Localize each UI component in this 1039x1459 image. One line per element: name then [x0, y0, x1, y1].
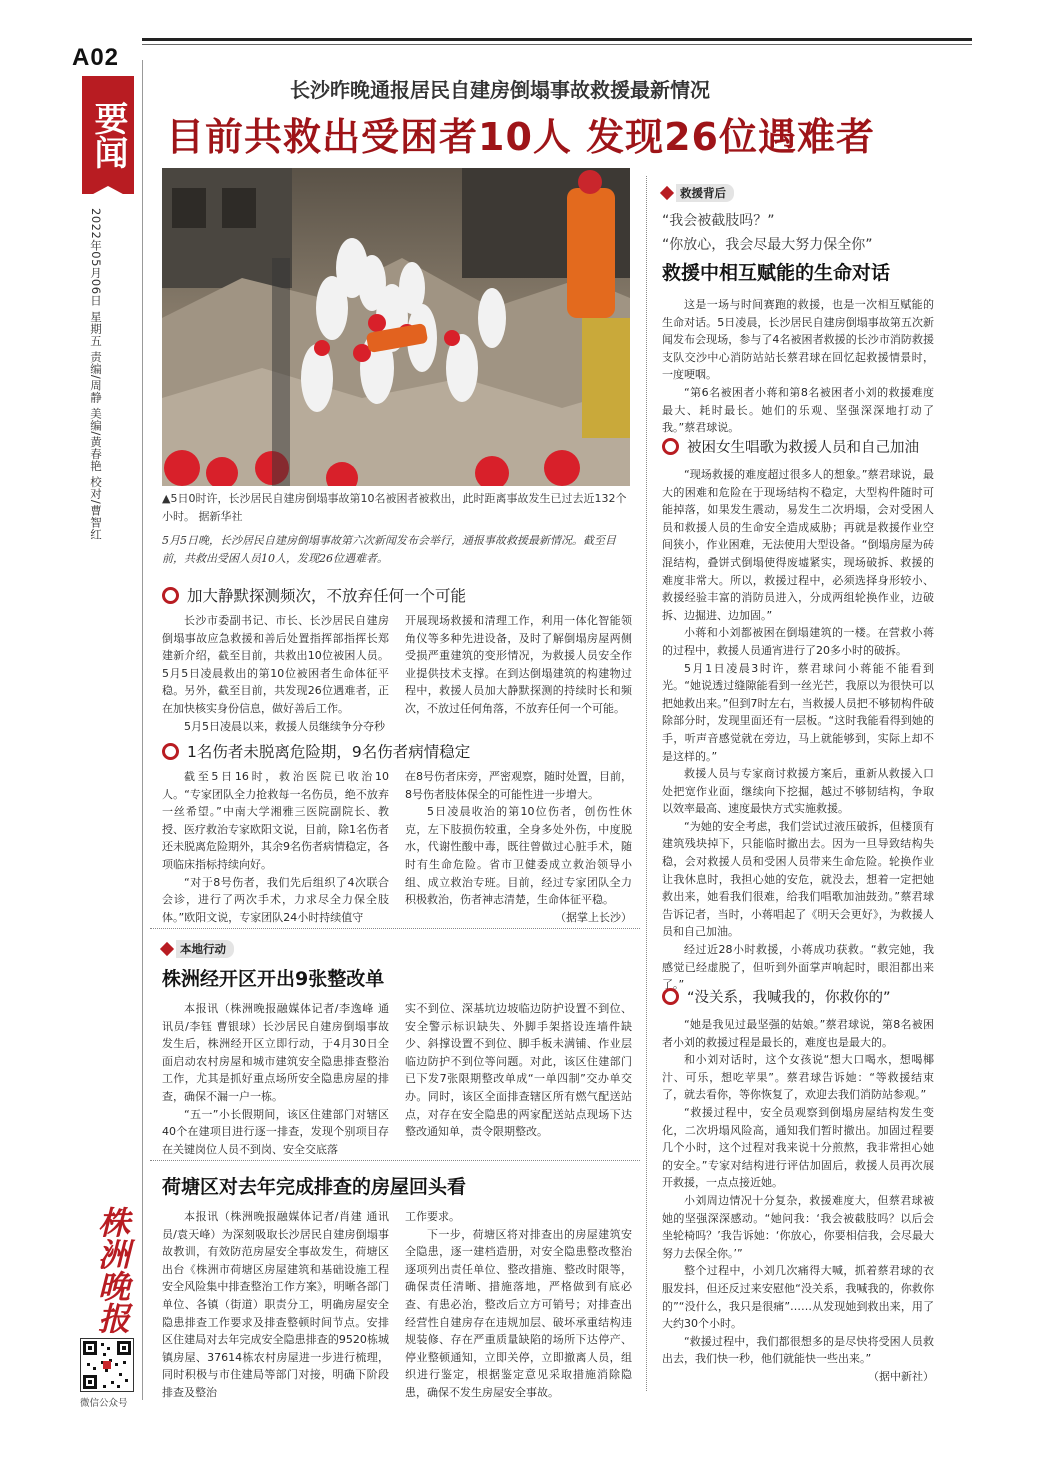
paragraph: “救援过程中，安全员观察到倒塌房屋结构发生变化，二次坍塌风险高，通知我们暂时撤出。加固过程要几个小时，这个过程对我来说十分煎熬，我非常担心她的安全。”专家对结构进行评估加固后，救援人员再次展开救援，一点点接近她。	[662, 1105, 934, 1190]
tag-local-action	[162, 940, 234, 958]
right-subhead-2	[662, 986, 934, 1007]
sub1-body	[162, 612, 632, 735]
local-col-left	[162, 1000, 389, 1158]
ring-bullet-icon	[162, 743, 179, 760]
top-rule-thin	[142, 44, 972, 45]
paragraph: 下一步，荷塘区将对排查出的房屋建筑安全隐患，逐一建档造册，对安全隐患整改整治逐项列出责任单位、整改措施、整改时限等，确保责任清晰、措施落地，严格做到有底必查、有患必治，整改后立方可销号；对排查出经营性自建房存在违规加层、破坏承重结构违规装修、存在严重质量缺陷的场所下达停产、停业整顿通知，立即关停，立即撤离人员，组织进行鉴定，根据鉴定意见采取措施消除隐患，确保不发生房屋安全事故。	[405, 1227, 632, 1399]
dateline: 2022年05月06日 星期五 责编/周静 美编/黄春艳 校对/曹智红	[89, 208, 103, 541]
tag-label: 本地行动	[176, 940, 234, 958]
paragraph: “五一”小长假期间，该区住建部门对辖区40个在建项目进行逐一排查，发现个别项目存在关键岗位人员不到岗、安全交底落	[162, 1107, 389, 1156]
paragraph: “现场救援的难度超过很多人的想象。”蔡君球说，最大的困难和危险在于现场结构不稳定，大型构件随时可能掉落，如果发生震动，易发生二次坍塌，会对受困人员和救援人员的生命安全造成威胁；再就是救援作业空间狭小，作业困难，无法使用大型设备。“倒塌房屋为砖混结构，叠饼式倒塌使得废墟紧实，现场破拆、救援的难度非常大。所以，救援过程中，必须选择身形较小、救援经验丰富的消防员进入，分成两组轮换作业，边破拆、边掘进、边加固。”	[662, 468, 934, 622]
ring-bullet-icon	[162, 587, 179, 604]
subhead-1	[162, 584, 466, 606]
source-credit: （据中新社）	[868, 1369, 934, 1383]
right-subhead-1	[662, 436, 934, 457]
tag-label: 救援背后	[676, 184, 734, 202]
paragraph: “为她的安全考虑，我们尝试过液压破拆，但楼顶有建筑残块掉下，只能临时撤出去。因为一旦导致结构失稳，会对救援人员和受困人员带来生命危险。轮换作业让我休息时，我担心她的安危，就没去，想着一定把她救出来，她看我们很难，给我们唱歌加油鼓劲。”蔡君球告诉记者，当时，小蒋唱起了《明天会更好》，为救援人员和自己加油。	[662, 819, 934, 939]
hetang-col-right	[405, 1208, 632, 1402]
right-subhead-1-text: 被困女生唱歌为救援人员和自己加油	[687, 440, 919, 456]
ring-bullet-icon	[662, 438, 679, 455]
right-subhead-2-text: “没关系，我喊我的，你救你的”	[687, 990, 891, 1006]
quote-2: “你放心，我会尽最大努力保全你”	[662, 237, 873, 253]
paragraph: 小刘周边情况十分复杂，救援难度大，但蔡君球被她的坚强深深感动。“她问我：‘我会被截肢吗？以后会坐轮椅吗？’我告诉她：‘你放心，你要相信我，会尽最大努力去保全你。’”	[662, 1193, 934, 1260]
hetang-body	[162, 1208, 632, 1402]
right-body-1	[662, 296, 934, 437]
left-rail-rule	[142, 60, 143, 1400]
paragraph: 工作要求。	[405, 1210, 460, 1223]
page-number: A02	[72, 44, 120, 71]
paragraph: “第6名被困者小蒋和第8名被困者小刘的救援难度最大、耗时最长。她们的乐观、坚强深深地打动了我。”蔡君球说。	[662, 385, 934, 435]
right-headline: 救援中相互赋能的生命对话	[662, 262, 891, 284]
rescue-photo	[162, 168, 630, 486]
paragraph: 整个过程中，小刘几次痛得大喊，抓着蔡君球的衣服发抖，但还反过来安慰他“没关系，我喊我的，你救你的”“没什么，我只是很痛”……从发现她到救出来，用了大约30个小时。	[662, 1264, 934, 1331]
section-banner: 要闻	[82, 76, 134, 194]
source-credit: （据掌上长沙）	[555, 910, 632, 924]
sub1-col-right	[405, 612, 632, 735]
hetang-col-left	[162, 1208, 389, 1402]
paragraph: 这是一场与时间赛跑的救援，也是一次相互赋能的生命对话。5日凌晨，长沙居民自建房倒塌事故第五次新闻发布会现场，参与了4名被困者救援的长沙市消防救援支队交沙中心消防站站长蔡君球在回忆起救援情景时，一度哽咽。	[662, 298, 934, 382]
right-body-3	[662, 1016, 934, 1385]
diamond-marker-icon	[660, 186, 674, 200]
paragraph: 在8号伤者床旁，严密观察，随时处置，目前，8号伤者肢体保全的可能性进一步增大。	[405, 770, 632, 801]
paragraph: 救援人员与专家商讨救援方案后，重新从救援入口处把宽作业面，继续向下挖掘，越过不够韧结构，争取以效率最高、速度最快方式实施救援。	[662, 767, 934, 816]
right-body-2	[662, 466, 934, 994]
banner-notch	[82, 186, 134, 200]
lead-intro: 5月5日晚，长沙居民自建房倒塌事故第六次新闻发布会举行，通报事故救援最新情况。截至目前，共救出受困人员10人，发现26位遇难者。	[162, 534, 616, 565]
quote-1: “我会被截肢吗？”	[662, 213, 775, 229]
sub2-body	[162, 768, 632, 926]
lead-headline: 目前共救出受困者10人 发现26位遇难者	[166, 115, 875, 159]
paragraph: 本报讯（株洲晚报融媒体记者/肖建 通讯员/袁天峰）为深刻吸取长沙居民自建房倒塌事故教训，有效防范房屋安全事故发生，荷塘区出台《株洲市荷塘区房屋建筑和基础设施工程安全风险集中排查整治工作方案》，明晰各部门单位、各镇（街道）职责分工，明确房屋安全隐患排查工作要求及排查整顿时间节点。安排区住建局对去年完成安全隐患排查的9520栋城镇房屋、37614栋农村房屋进一步进行梳理，同时积极与市住建局等部门对接，明确下阶段排查及整治	[162, 1210, 389, 1399]
subhead-1-text: 加大静默探测频次，不放弃任何一个可能	[187, 587, 467, 605]
paragraph: “救援过程中，我们都很想多的是尽快将受困人员救出去，我们快一秒，他们就能快一些出来。”	[662, 1334, 934, 1366]
qr-code-icon	[80, 1338, 134, 1392]
sub2-col-left	[162, 768, 389, 926]
paragraph: 5月1日凌晨3时许，蔡君球问小蒋能不能看到光。“她说透过缝隙能看到一丝光芒，我原以为很快可以把她救出来。”但到7时左右，当救援人员把不够韧构件破除部分时，发现里面还有一层板。“这时我能看得到她的手，听声音感觉就在旁边，马上就能够到，实际上却不是这样的。”	[662, 661, 934, 763]
column-divider	[646, 176, 647, 1391]
paragraph: 开展现场救援和清理工作，利用一体化智能领角仪等多种先进设备，及时了解倒塌房屋两侧受损严重建筑的变形情况，为救援人员安全作业提供技术支撑。在到达倒塌建筑的构建物过程中，救援人员加大静默探测的持续时长和频次，不放过任何角落，不放弃任何一个可能。	[405, 614, 632, 715]
section-divider	[150, 1160, 640, 1161]
section-divider	[150, 928, 640, 929]
sub2-col-right	[405, 768, 632, 926]
paragraph: “对于8号伤者，我们先后组织了4次联合会诊，进行了两次手术，力求尽全力保全肢体。”欧阳文说，专家团队24小时持续值守	[162, 875, 389, 924]
subhead-2	[162, 740, 470, 762]
paragraph: 本报讯（株洲晚报融媒体记者/李逸峰 通讯员/李钰 曹银球）长沙居民自建房倒塌事故发生后，株洲经开区立即行动，于4月30日全面启动农村房屋和城市建筑安全隐患排查整治工作，尤其是抓好重点场所安全隐患房屋的排查，确保不漏一户一栋。	[162, 1002, 389, 1103]
rescue-scene-image	[162, 168, 630, 486]
paragraph: 和小刘对话时，这个女孩说“想大口喝水，想喝椰汁、可乐，想吃苹果”。蔡君球告诉她：“等救援结束了，就去看你，等你恢复了，欢迎去我们消防站参观。”	[662, 1053, 934, 1102]
paragraph: 经过近28小时救援，小蒋成功获救。“救完她，我感觉已经虚脱了，但听到外面掌声响起时，眼泪都出来了。”	[662, 943, 934, 992]
diamond-marker-icon	[160, 942, 174, 956]
ring-bullet-icon	[662, 988, 679, 1005]
paragraph: 5月5日凌晨以来，救援人员继续争分夺秒	[184, 719, 385, 733]
paragraph: 实不到位、深基坑边坡临边防护设置不到位、安全警示标识缺失、外脚手架搭设连墙件缺少、斜撑设置不到位、脚手板未满铺、作业层临边防护不到位等问题。对此，该区住建部门已下发7张限期整改单成“一单四制”交办单交办。同时，该区全面排查辖区所有燃气配送站点，对存在安全隐患的两家配送站点现场下达整改通知单，责令限期整改。	[405, 1002, 632, 1139]
top-rule	[142, 38, 972, 41]
lead-kicker: 长沙昨晚通报居民自建房倒塌事故救援最新情况	[290, 78, 710, 102]
local-body	[162, 1000, 632, 1158]
sub1-col-left	[162, 612, 389, 735]
local-headline: 株洲经开区开出9张整改单	[162, 968, 385, 990]
photo-caption: ▲5日0时许，长沙居民自建房倒塌事故第10名被困者被救出，此时距离事故发生已过去近132个小时。 据新华社	[162, 492, 627, 523]
tag-behind-rescue	[662, 184, 934, 202]
qr-label: 微信公众号	[80, 1398, 128, 1409]
paragraph: 小蒋和小刘都被困在倒塌建筑的一楼。在营救小蒋的过程中，救援人员通宵进行了20多小时的破拆。	[662, 626, 934, 657]
newspaper-logo: 株洲晚报	[93, 1206, 131, 1334]
local-col-right	[405, 1000, 632, 1158]
qr-code-graphic	[81, 1339, 133, 1391]
paragraph: 长沙市委副书记、市长、长沙居民自建房倒塌事故应急救援和善后处置指挥部指挥长郑建新介绍，截至目前，共救出10位被困人员。5月5日凌晨救出的第10位被困者生命体征平稳。另外，截至目前，共发现26位遇难者，正在加快核实身份信息，做好善后工作。	[162, 614, 389, 715]
paragraph: 5日凌晨收治的第10位伤者，创伤性休克，左下肢损伤较重，全身多处外伤，中度脱水，代谢性酸中毒，既往曾做过心脏手术，随时有生命危险。省市卫健委成立救治领导小组、成立救治专班。目前，经过专家团队全力积极救治，伤者神志清楚，生命体征平稳。	[405, 805, 632, 907]
paragraph: 截至5日16时，救治医院已收治10人。“专家团队全力抢救每一名伤员，绝不放弃一丝希望。”中南大学湘雅三医院副院长、教授、医疗救治专家欧阳文说，目前，除1名伤者还未脱离危险期外，其余9名伤者病情稳定，各项临床指标持续向好。	[162, 770, 389, 871]
paragraph: “她是我见过最坚强的姑娘。”蔡君球说，第8名被困者小刘的救援过程是最长的，难度也是最大的。	[662, 1018, 934, 1049]
subhead-2-text: 1名伤者未脱离危险期，9名伤者病情稳定	[187, 743, 471, 761]
hetang-headline: 荷塘区对去年完成排查的房屋回头看	[162, 1176, 467, 1198]
